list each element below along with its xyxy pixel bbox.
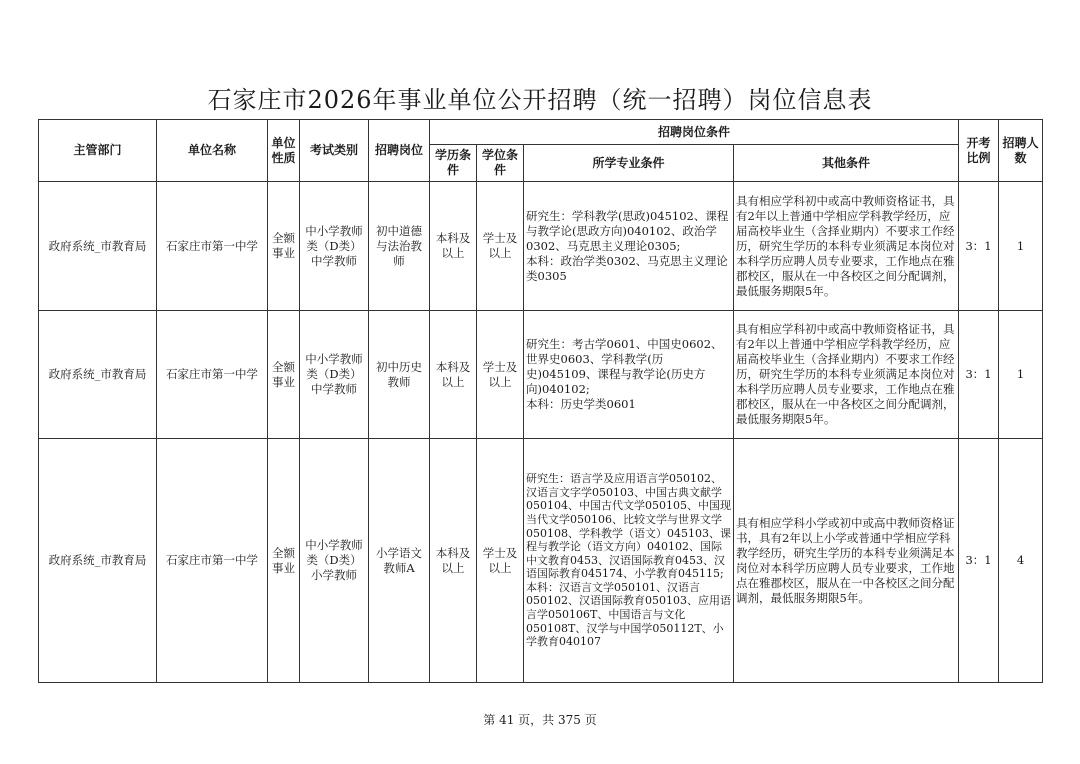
page-number-footer: 第 41 页，共 375 页 — [483, 713, 597, 727]
cell-dept: 政府系统_市教育局 — [39, 311, 157, 439]
cell-major: 研究生：考古学0601、中国史0602、世界史0603、学科教学(历史)045109、课程与教学论(历史方向)040102; 本科：历史学类0601 — [524, 311, 734, 439]
cell-nature: 全额事业 — [268, 182, 300, 311]
header-degree: 学位条件 — [477, 145, 524, 182]
cell-degree: 学士及以上 — [477, 439, 524, 683]
cell-exam-type: 中小学教师类（D类）中学教师 — [300, 311, 369, 439]
cell-degree: 学士及以上 — [477, 182, 524, 311]
cell-unit: 石家庄市第一中学 — [157, 439, 268, 683]
header-position: 招聘岗位 — [369, 120, 430, 182]
cell-education: 本科及以上 — [430, 311, 477, 439]
table-row — [39, 182, 1043, 311]
cell-unit: 石家庄市第一中学 — [157, 311, 268, 439]
cell-ratio: 3：1 — [959, 311, 999, 439]
cell-other: 具有相应学科小学或初中或高中教师资格证书，具有2年以上小学或普通中学相应学科教学经历，研究生学历的本科专业须满足本岗位对本科学历应聘人员专业要求，工作地点在雅郡校区，服从在一中各校区之间分配调剂，最低服务期限5年。 — [734, 439, 959, 683]
table-row — [39, 439, 1043, 683]
cell-degree: 学士及以上 — [477, 311, 524, 439]
cell-dept: 政府系统_市教育局 — [39, 439, 157, 683]
cell-dept: 政府系统_市教育局 — [39, 182, 157, 311]
cell-nature: 全额事业 — [268, 439, 300, 683]
cell-position: 小学语文教师A — [369, 439, 430, 683]
cell-exam-type: 中小学教师类（D类）中学教师 — [300, 182, 369, 311]
header-row-1 — [39, 120, 1043, 145]
cell-count: 1 — [999, 311, 1043, 439]
header-other: 其他条件 — [734, 145, 959, 182]
cell-unit: 石家庄市第一中学 — [157, 182, 268, 311]
cell-major: 研究生：学科教学(思政)045102、课程与教学论(思政方向)040102、政治学0302、马克思主义理论0305; 本科：政治学类0302、马克思主义理论类0305 — [524, 182, 734, 311]
header-dept: 主管部门 — [39, 120, 157, 182]
cell-major: 研究生：语言学及应用语言学050102、汉语言文字学050103、中国古典文献学050104、中国古代文学050105、中国现当代文学050106、比较文学与世界文学050108、学科教学（语文）045103、课程与教学论（语文方向）040102、国际中文教育0453、汉语国际教育0453、汉语国际教育045174、小学教育045115; 本科：汉语言文学050101、汉语言050102、汉语国际教育050103、应用语言学050106T、中国语言与文化050108T、汉学与中国学050112T、小学教育040107 — [524, 439, 734, 683]
header-nature: 单位性质 — [268, 120, 300, 182]
cell-education: 本科及以上 — [430, 182, 477, 311]
header-ratio: 开考比例 — [959, 120, 999, 182]
header-unit: 单位名称 — [157, 120, 268, 182]
cell-nature: 全额事业 — [268, 311, 300, 439]
position-info-table — [38, 119, 1043, 683]
header-major: 所学专业条件 — [524, 145, 734, 182]
header-education: 学历条件 — [430, 145, 477, 182]
cell-ratio: 3：1 — [959, 182, 999, 311]
cell-position: 初中道德与法治教师 — [369, 182, 430, 311]
cell-count: 4 — [999, 439, 1043, 683]
table-row — [39, 311, 1043, 439]
cell-education: 本科及以上 — [430, 439, 477, 683]
page-title: 石家庄市2026年事业单位公开招聘（统一招聘）岗位信息表 — [207, 86, 873, 114]
cell-other: 具有相应学科初中或高中教师资格证书，具有2年以上普通中学相应学科教学经历，应届高校毕业生（含择业期内）不要求工作经历，研究生学历的本科专业须满足本岗位对本科学历应聘人员专业要求，工作地点在雅郡校区，服从在一中各校区之间分配调剂，最低服务期限5年。 — [734, 182, 959, 311]
header-count: 招聘人数 — [999, 120, 1043, 182]
cell-other: 具有相应学科初中或高中教师资格证书，具有2年以上普通中学相应学科教学经历，应届高校毕业生（含择业期内）不要求工作经历，研究生学历的本科专业须满足本岗位对本科学历应聘人员专业要求，工作地点在雅郡校区，服从在一中各校区之间分配调剂，最低服务期限5年。 — [734, 311, 959, 439]
cell-position: 初中历史教师 — [369, 311, 430, 439]
cell-ratio: 3：1 — [959, 439, 999, 683]
header-exam-type: 考试类别 — [300, 120, 369, 182]
cell-exam-type: 中小学教师类（D类）小学教师 — [300, 439, 369, 683]
header-conditions: 招聘岗位条件 — [430, 120, 959, 145]
cell-count: 1 — [999, 182, 1043, 311]
